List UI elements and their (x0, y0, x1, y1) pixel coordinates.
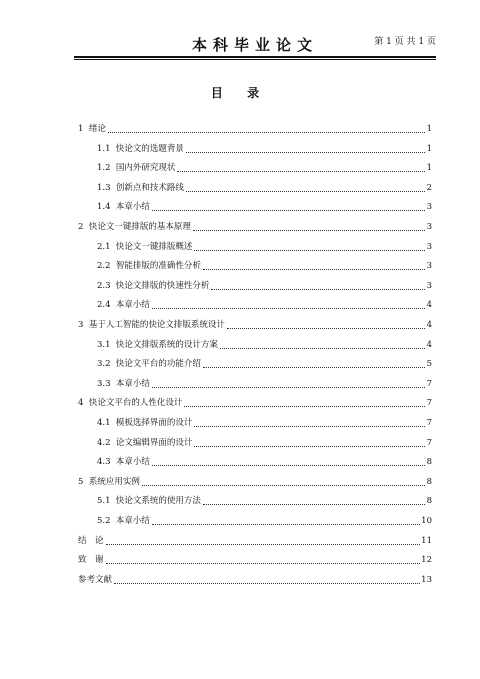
toc-entry[interactable] (97, 160, 432, 174)
toc-entry-number: 1.2 (97, 163, 116, 174)
dot-leader (186, 152, 425, 153)
toc-entry-page: 1 (426, 163, 432, 174)
toc-entry-page: 13 (421, 574, 432, 585)
header-title: 本科毕业论文 (191, 36, 318, 54)
dot-leader (227, 328, 425, 329)
toc-entry-label: 参考文献 (78, 574, 113, 585)
toc-entry-label: 智能排版的准确性分析 (115, 261, 201, 272)
toc-entry-number: 2.1 (97, 241, 116, 252)
toc-entry[interactable] (78, 395, 432, 409)
toc-entry-label: 快论文平台的人性化设计 (88, 398, 183, 409)
toc-entry-page: 1 (426, 124, 432, 134)
toc-entry-number: 1 (78, 124, 89, 134)
toc-entry-number: 3.1 (97, 339, 116, 350)
toc-entry[interactable] (97, 239, 432, 253)
toc-entry[interactable] (97, 513, 432, 527)
toc-entry[interactable] (97, 356, 432, 370)
toc-entry-label: 本章小结 (115, 378, 150, 389)
toc-entry[interactable] (97, 180, 432, 194)
toc-entry-number: 4 (78, 398, 89, 409)
toc-entry-label: 本章小结 (115, 516, 150, 526)
dot-leader (152, 387, 425, 388)
dot-leader (108, 132, 425, 133)
toc-entry[interactable] (78, 533, 432, 547)
dot-leader (203, 269, 425, 270)
toc-entry[interactable] (97, 258, 432, 272)
toc-entry-page: 4 (426, 320, 432, 330)
toc-entry-label: 快论文系统的使用方法 (115, 496, 201, 507)
dot-leader (194, 250, 425, 251)
toc-entry[interactable] (97, 415, 432, 429)
toc-entry[interactable] (97, 278, 432, 292)
toc-entry-page: 8 (426, 496, 432, 507)
toc-entry-page: 5 (426, 359, 432, 370)
toc-entry-number: 4.3 (97, 457, 116, 468)
toc-entry-page: 8 (426, 457, 432, 468)
toc-entry-number: 1.3 (97, 182, 116, 193)
dot-leader (106, 563, 421, 564)
dot-leader (142, 485, 425, 486)
toc-entry-number: 1.4 (97, 202, 116, 213)
toc-entry-label: 快论文排版的快速性分析 (115, 280, 210, 291)
toc-entry-label: 快论文的选题背景 (115, 143, 184, 154)
toc-entry-page: 4 (426, 300, 432, 311)
dot-leader (152, 465, 425, 466)
dot-leader (152, 524, 420, 525)
toc-entry-label: 模板选择界面的设计 (115, 418, 193, 428)
dot-leader (114, 583, 420, 584)
toc-entry-page: 3 (426, 241, 432, 252)
toc-entry[interactable] (97, 141, 432, 155)
toc-entry-number: 2.2 (97, 261, 116, 272)
dot-leader (193, 230, 425, 231)
toc-entry[interactable] (78, 317, 432, 331)
toc-entry-page: 1 (426, 143, 432, 154)
toc-entry-number: 1.1 (97, 143, 116, 154)
toc-entry-label: 本章小结 (115, 457, 150, 468)
toc-entry-page: 4 (426, 339, 432, 350)
toc-entry-page: 7 (426, 437, 432, 448)
toc-entry-label: 快论文排版系统的设计方案 (115, 339, 218, 350)
toc-entry[interactable] (97, 297, 432, 311)
dot-leader (186, 191, 425, 192)
toc-entry-page: 7 (426, 418, 432, 428)
dot-leader (220, 348, 425, 349)
toc-entry[interactable] (97, 199, 432, 213)
toc-entry-number: 3.2 (97, 359, 116, 370)
toc-entry-label: 本章小结 (115, 300, 150, 311)
toc-entry-label: 快论文一键排版的基本原理 (88, 222, 191, 232)
toc-entry-page: 2 (426, 182, 432, 193)
dot-leader (184, 406, 425, 407)
toc-entry[interactable] (97, 376, 432, 390)
toc-entry[interactable] (78, 219, 432, 233)
toc-entry-number: 3 (78, 320, 89, 330)
toc-entry[interactable] (97, 493, 432, 507)
toc-entry-label: 快论文一键排版概述 (115, 241, 193, 252)
toc-entry-number: 5 (78, 476, 89, 487)
toc-title: 目 录 (210, 86, 270, 100)
toc-entry-label: 快论文平台的功能介绍 (115, 359, 201, 370)
toc-entry-number: 2 (78, 222, 89, 232)
toc-entry-page: 3 (426, 222, 432, 232)
toc-entry-number: 2.4 (97, 300, 116, 311)
toc-entry-number: 5.1 (97, 496, 116, 507)
toc-entry-page: 11 (421, 535, 432, 546)
toc-entry[interactable] (97, 337, 432, 351)
toc-entry-number: 4.1 (97, 418, 116, 428)
dot-leader (106, 544, 421, 545)
dot-leader (152, 308, 425, 309)
toc-entry-label: 创新点和技术路线 (115, 182, 184, 193)
toc-entry[interactable] (78, 121, 432, 135)
dot-leader (152, 210, 425, 211)
toc-entry-page: 7 (426, 378, 432, 389)
toc-entry-page: 8 (426, 476, 432, 487)
toc-entry-label: 致 谢 (78, 555, 104, 566)
dot-leader (203, 367, 425, 368)
toc-entry-label: 本章小结 (115, 202, 150, 213)
toc-entry-page: 10 (421, 516, 432, 526)
toc-entry-number: 4.2 (97, 437, 116, 448)
toc-entry[interactable] (78, 474, 432, 488)
toc-entry[interactable] (78, 572, 432, 586)
toc-entry-number: 5.2 (97, 516, 116, 526)
toc-entry-number: 2.3 (97, 280, 116, 291)
toc-entry-page: 7 (426, 398, 432, 409)
toc-entry-page: 3 (426, 261, 432, 272)
toc-entry-label: 系统应用实例 (88, 476, 140, 487)
dot-leader (203, 504, 425, 505)
toc-entry[interactable] (97, 435, 432, 449)
dot-leader (177, 171, 425, 172)
dot-leader (194, 426, 425, 427)
toc-entry-label: 绪论 (88, 124, 106, 134)
toc-entry[interactable] (78, 552, 432, 566)
header-page-info: 第 1 页 共 1 页 (374, 37, 436, 47)
toc-entry-label: 结 论 (78, 535, 104, 546)
toc-entry-label: 论文编辑界面的设计 (115, 437, 193, 448)
toc-entry-label: 国内外研究现状 (115, 163, 176, 174)
toc-entry-page: 12 (421, 555, 432, 566)
toc-entry-page: 3 (426, 202, 432, 213)
toc-entry-label: 基于人工智能的快论文排版系统设计 (88, 320, 225, 330)
toc-entry-number: 3.3 (97, 378, 116, 389)
toc-entry[interactable] (97, 454, 432, 468)
toc-entry-page: 3 (426, 280, 432, 291)
dot-leader (211, 289, 425, 290)
dot-leader (194, 446, 425, 447)
